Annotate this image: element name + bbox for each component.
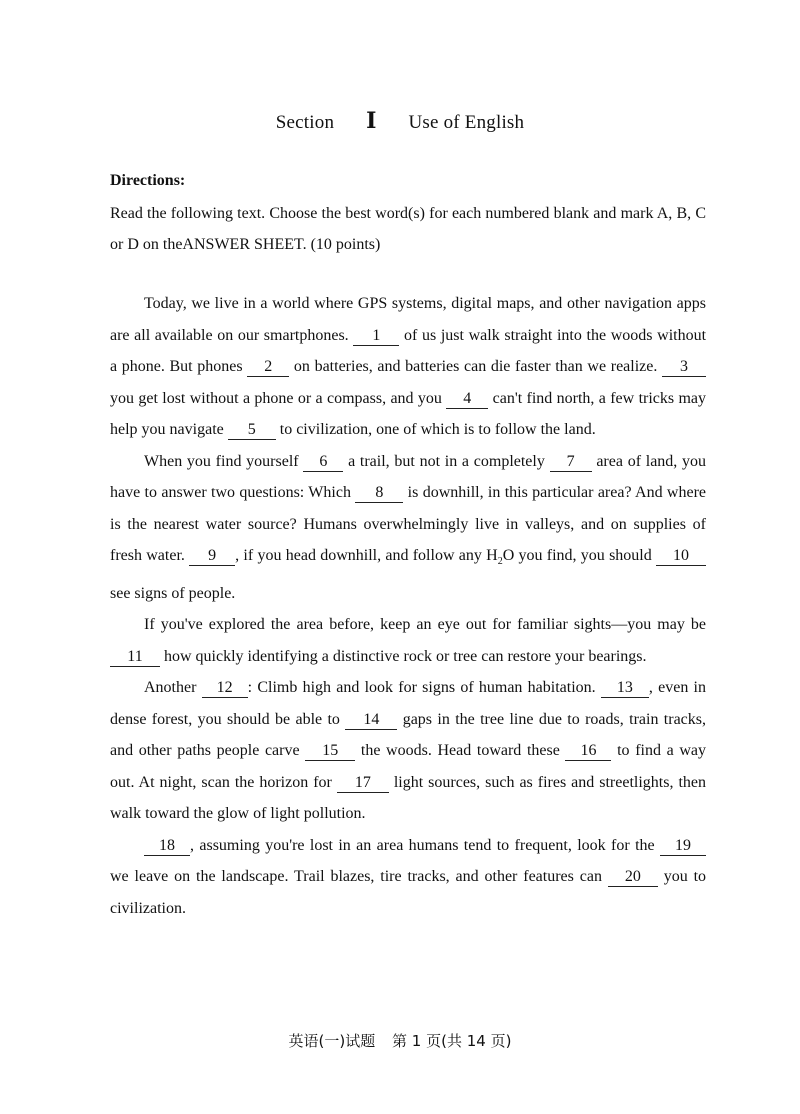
blank-12: 12: [202, 679, 248, 698]
paragraph-4: [110, 672, 706, 830]
section-title: [0, 108, 800, 134]
blank-11: 11: [110, 648, 160, 667]
passage-text: the woods. Head toward these: [360, 742, 560, 760]
passage-text: area of land, you have to answer two questions: Which: [110, 452, 707, 501]
blank-6: 6: [303, 453, 343, 472]
blank-1: 1: [353, 327, 399, 346]
passage-text: , even in dense forest, you should be able to: [110, 679, 706, 728]
passage-text: , if you head downhill, and follow any H: [235, 547, 498, 564]
passage-text: to find a way out. At night, scan the horizon for: [110, 742, 707, 791]
blank-4: 4: [446, 390, 488, 409]
passage-text: gaps in the tree line due to roads, train tracks, and other paths people carve: [110, 710, 707, 760]
blank-5: 5: [228, 421, 276, 440]
passage-text: When you find yourself: [144, 452, 299, 470]
blank-18: 18: [144, 837, 190, 856]
paragraph-2: [110, 446, 706, 610]
subscript-2: 2: [497, 556, 503, 568]
passage-text: you get lost without a phone or a compass, and you: [110, 389, 442, 407]
page-footer: [0, 1030, 800, 1051]
section-number: Ⅰ: [366, 108, 377, 133]
blank-9: 9: [189, 547, 235, 566]
passage-text: Today, we live in a world where GPS systems, digital maps, and other navigation apps are all available on our smartphones.: [110, 295, 706, 344]
paragraph-5: [110, 830, 706, 925]
blank-16: 16: [565, 742, 611, 761]
passage-text: we leave on the landscape. Trail blazes, tire tracks, and other features can: [110, 868, 602, 886]
paragraph-3: [110, 609, 706, 672]
blank-13: 13: [601, 679, 649, 698]
blank-10: 10: [656, 547, 706, 566]
passage-text: is downhill, in this particular area? And where is the nearest water source? Humans overwhelmingly live in valleys, and on supplies of fresh water.: [110, 484, 707, 564]
blank-7: 7: [550, 453, 592, 472]
passage-text: how quickly identifying a distinctive rock or tree can restore your bearings.: [164, 647, 647, 665]
passage-text: : Climb high and look for signs of human habitation.: [247, 679, 596, 697]
passage-text: If you've explored the area before, keep an eye out for familiar sights—you may be: [144, 616, 706, 634]
footer-page-number: 第 1 页(共 14 页): [392, 1032, 512, 1050]
passage: [110, 288, 706, 924]
section-name: Use of English: [408, 112, 525, 133]
directions-label: Directions:: [110, 172, 186, 189]
passage-text: of us just walk straight into the woods without a phone. But phones: [110, 326, 707, 375]
blank-2: 2: [247, 358, 289, 377]
passage-text: O you find, you should: [502, 547, 652, 564]
passage-text: on batteries, and batteries can die faster than we realize.: [293, 358, 658, 375]
passage-text: a trail, but not in a completely: [348, 452, 545, 470]
blank-15: 15: [305, 742, 355, 761]
blank-17: 17: [337, 774, 389, 793]
passage-text: , assuming you're lost in an area humans tend to frequent, look for the: [190, 836, 655, 854]
passage-text: light sources, such as fires and streetlights, then walk toward the glow of light pollution.: [110, 773, 706, 823]
passage-text: can't find north, a few tricks may help you navigate: [110, 389, 707, 438]
passage-text: to civilization, one of which is to follow the land.: [279, 421, 596, 438]
paragraph-1: [110, 288, 706, 446]
blank-14: 14: [345, 711, 397, 730]
directions-text: Read the following text. Choose the best word(s) for each numbered blank and mark A, B, C or D on theANSWER SHEET. (10 points): [110, 205, 706, 253]
passage-text: see signs of people.: [110, 584, 236, 602]
blank-20: 20: [608, 868, 658, 887]
footer-subject: 英语(一)试题: [288, 1032, 376, 1050]
blank-8: 8: [355, 484, 403, 503]
blank-19: 19: [660, 837, 706, 856]
passage-text: you to civilization.: [110, 868, 707, 917]
blank-3: 3: [662, 358, 706, 377]
section-word: Section: [275, 112, 335, 133]
passage-text: Another: [144, 679, 197, 697]
